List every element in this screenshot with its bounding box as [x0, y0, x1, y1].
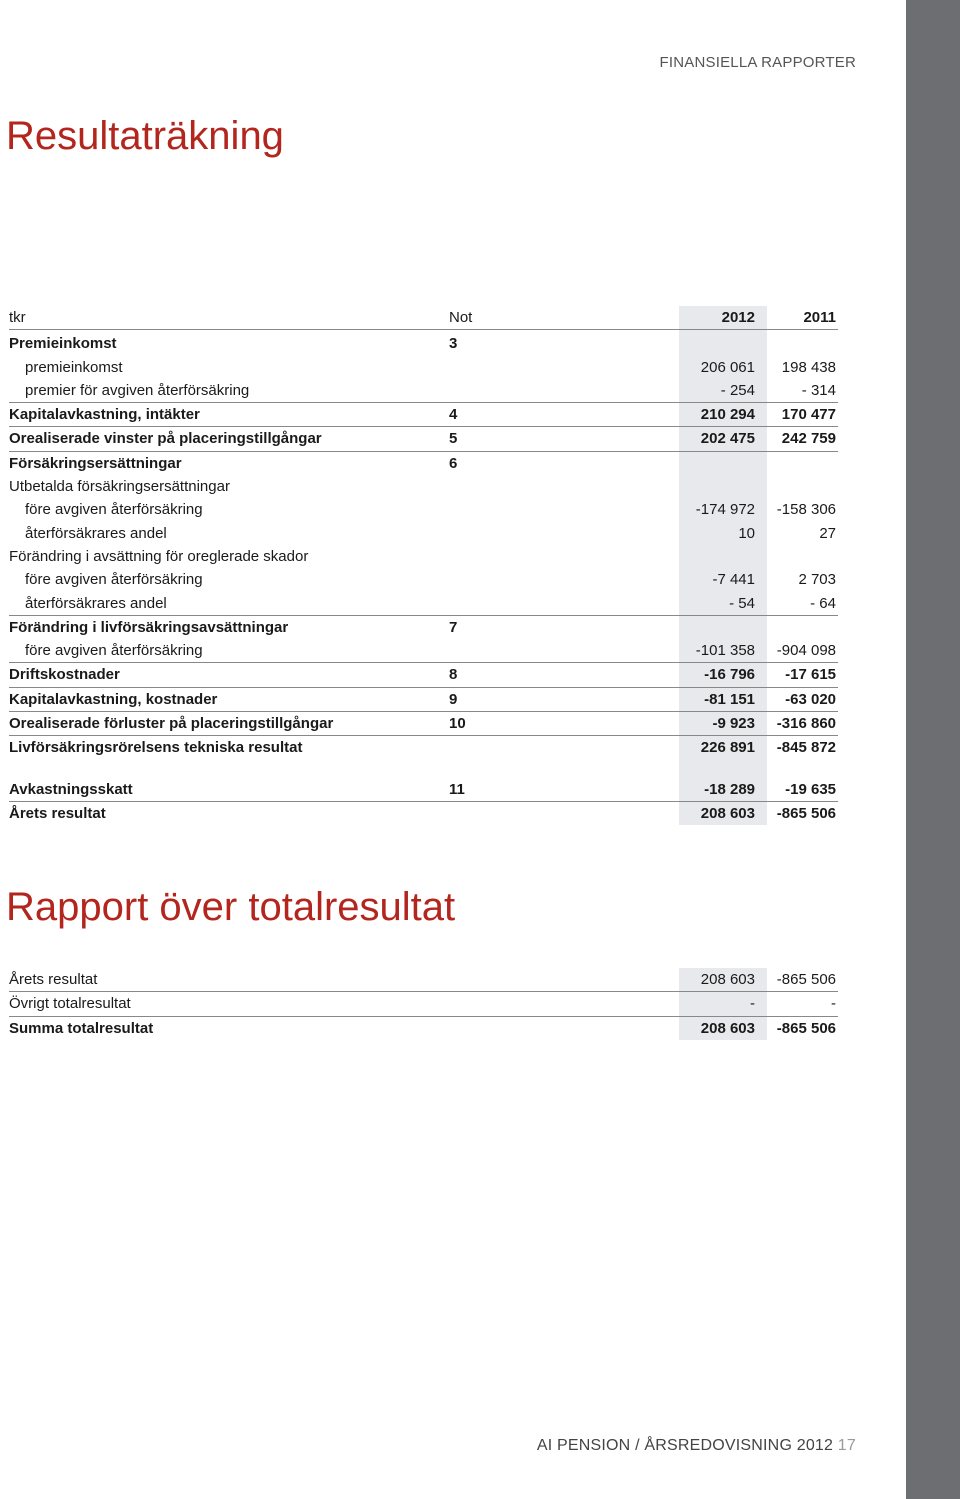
- value-2011: -19 635: [785, 780, 836, 798]
- footer-text: AI PENSION / ÅRSREDOVISNING 2012: [536, 1437, 834, 1454]
- value-2011: 198 438: [781, 358, 836, 376]
- value-2011: -845 872: [776, 739, 836, 757]
- row-label: Årets resultat: [9, 971, 98, 988]
- row-label: Årets resultat: [9, 804, 106, 822]
- note-column-header: Not: [449, 309, 473, 326]
- row-label: Premieinkomst: [9, 335, 117, 353]
- value-2012: -101 358: [695, 642, 755, 660]
- row-label: Summa totalresultat: [9, 1019, 154, 1037]
- income-statement-table: [9, 306, 838, 825]
- row-note: 11: [449, 780, 465, 798]
- total-result-table: [9, 968, 838, 1040]
- table-row: [9, 992, 838, 1016]
- row-label: återförsäkrares andel: [25, 594, 167, 612]
- row-label: Orealiserade förluster på placeringstillgångar: [9, 715, 334, 733]
- table-row: [9, 379, 838, 403]
- year-2012-header: 2012: [721, 309, 755, 326]
- table-row: [9, 568, 838, 591]
- value-2011: -: [831, 995, 836, 1013]
- value-2011: -865 506: [776, 804, 836, 822]
- side-color-bar: [906, 0, 960, 1499]
- value-2012: -7 441: [712, 571, 755, 589]
- row-label: Försäkringsersättningar: [9, 454, 182, 472]
- row-label: Kapitalavkastning, intäkter: [9, 406, 200, 424]
- row-label: Förändring i avsättning för oreglerade skador: [9, 547, 309, 565]
- value-2012: 208 603: [700, 1019, 755, 1037]
- value-2011: 170 477: [781, 406, 836, 424]
- row-note: 9: [449, 690, 458, 708]
- value-2011: -63 020: [785, 690, 836, 708]
- value-2011: -316 860: [776, 715, 836, 733]
- table-row: [9, 522, 838, 545]
- table-row: [9, 545, 838, 568]
- value-2011: -865 506: [776, 971, 836, 988]
- row-note: 6: [449, 454, 458, 472]
- value-2012: - 54: [729, 594, 755, 612]
- value-2012: -81 151: [704, 690, 755, 708]
- section-label: FINANSIELLA RAPPORTER: [659, 54, 856, 71]
- row-note: 10: [449, 715, 466, 733]
- value-2011: 27: [819, 524, 836, 542]
- income-statement-rows: [9, 332, 838, 825]
- row-note: 8: [449, 666, 458, 684]
- value-2012: 208 603: [700, 804, 755, 822]
- value-2012: -9 923: [712, 715, 755, 733]
- value-2011: - 64: [810, 594, 836, 612]
- value-2012: 208 603: [700, 971, 755, 988]
- table-row: [9, 498, 838, 521]
- table-row: [9, 688, 838, 712]
- year-2011-header: 2011: [803, 309, 836, 326]
- row-label: Avkastningsskatt: [9, 780, 133, 798]
- value-2011: 2 703: [798, 571, 836, 589]
- page-footer: [537, 1437, 856, 1455]
- unit-label: tkr: [9, 309, 26, 326]
- income-statement-title: Resultaträkning: [6, 114, 284, 158]
- page-number: 17: [837, 1437, 856, 1454]
- value-2012: 202 475: [700, 430, 755, 448]
- table-row: [9, 736, 838, 759]
- table-row: [9, 663, 838, 687]
- row-label: återförsäkrares andel: [25, 524, 167, 542]
- table-row: [9, 1017, 838, 1040]
- table-row: [9, 968, 838, 992]
- value-2012: 206 061: [700, 358, 755, 376]
- table-row: [9, 639, 838, 663]
- table-row: [9, 403, 838, 427]
- table-row: [9, 356, 838, 379]
- value-2012: -16 796: [704, 666, 755, 684]
- row-note: 5: [449, 430, 458, 448]
- row-label: Övrigt totalresultat: [9, 995, 131, 1013]
- table-row: [9, 802, 838, 825]
- value-2011: -865 506: [776, 1019, 836, 1037]
- value-2012: 10: [738, 524, 755, 542]
- table-header-row: [9, 306, 838, 330]
- row-label: Orealiserade vinster på placeringstillgångar: [9, 430, 322, 448]
- total-result-title: Rapport över totalresultat: [6, 885, 456, 929]
- value-2011: -158 306: [776, 501, 836, 519]
- table-row: [9, 452, 838, 475]
- row-label: Kapitalavkastning, kostnader: [9, 690, 218, 708]
- row-label: Utbetalda försäkringsersättningar: [9, 478, 230, 496]
- value-2011: 242 759: [781, 430, 836, 448]
- row-note: 4: [449, 406, 458, 424]
- row-note: 3: [449, 335, 458, 353]
- table-row: [9, 332, 838, 355]
- value-2012: -: [750, 995, 755, 1013]
- row-label: före avgiven återförsäkring: [25, 642, 203, 660]
- row-label: premier för avgiven återförsäkring: [25, 381, 250, 399]
- row-label: Driftskostnader: [9, 666, 120, 684]
- row-label: premieinkomst: [25, 358, 123, 376]
- value-2012: -18 289: [704, 780, 755, 798]
- value-2011: - 314: [801, 381, 836, 399]
- value-2012: 226 891: [700, 739, 755, 757]
- table-row: [9, 778, 838, 802]
- value-2012: - 254: [720, 381, 755, 399]
- value-2011: -17 615: [785, 666, 836, 684]
- value-2011: -904 098: [776, 642, 836, 660]
- row-label: före avgiven återförsäkring: [25, 571, 203, 589]
- row-label: Livförsäkringsrörelsens tekniska resultat: [9, 739, 303, 757]
- row-note: 7: [449, 618, 458, 636]
- table-row: [9, 592, 838, 616]
- table-row: [9, 616, 838, 639]
- table-row: [9, 475, 838, 498]
- total-result-rows: [9, 968, 838, 1040]
- table-row: [9, 712, 838, 736]
- table-row: [9, 427, 838, 451]
- value-2012: 210 294: [700, 406, 755, 424]
- row-label: Förändring i livförsäkringsavsättningar: [9, 618, 289, 636]
- row-label: före avgiven återförsäkring: [25, 501, 203, 519]
- value-2012: -174 972: [695, 501, 755, 519]
